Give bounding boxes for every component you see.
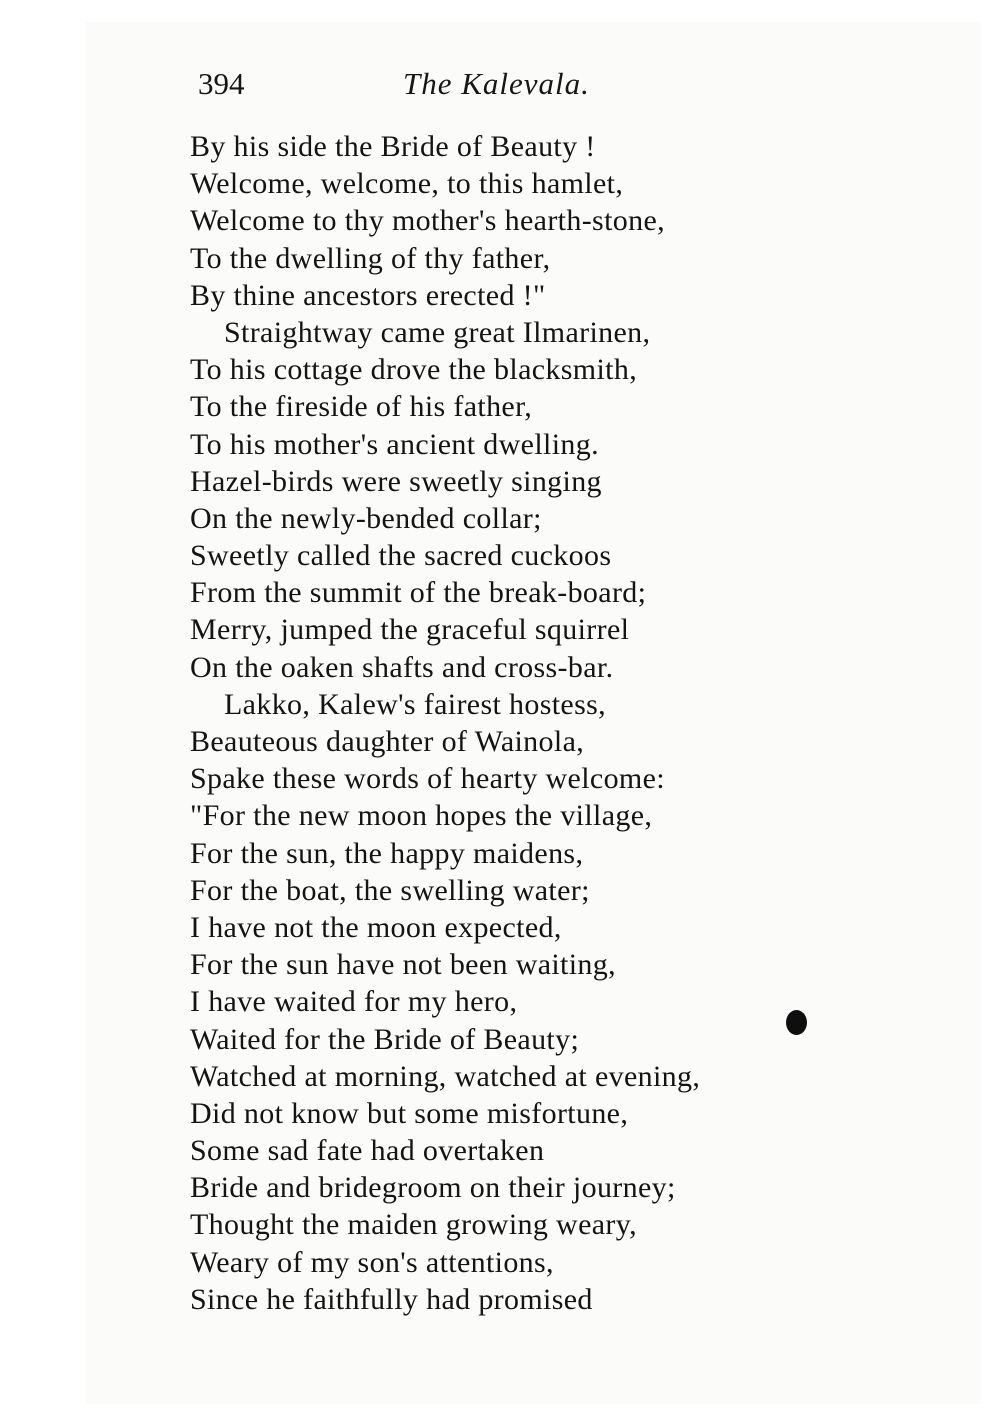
poem-line: I have waited for my hero, [190, 985, 518, 1019]
poem-line: Merry, jumped the graceful squirrel [190, 613, 630, 647]
poem-line: Spake these words of hearty welcome: [190, 762, 665, 796]
poem-line: For the sun have not been waiting, [190, 948, 616, 982]
poem-line: Welcome, welcome, to this hamlet, [190, 167, 624, 201]
poem-line: Lakko, Kalew's fairest hostess, [224, 687, 606, 721]
poem-line: I have not the moon expected, [190, 910, 562, 944]
poem-line: On the newly-bended collar; [190, 501, 542, 535]
poem-line: Did not know but some misfortune, [190, 1096, 629, 1130]
poem-line: Sweetly called the sacred cuckoos [190, 539, 612, 573]
poem-line: To the dwelling of thy father, [190, 241, 551, 275]
poem-line: To the fireside of his father, [190, 390, 533, 424]
poem-line: To his mother's ancient dwelling. [190, 427, 599, 461]
poem-text [190, 128, 790, 1318]
poem-line: Straightway came great Ilmarinen, [224, 315, 651, 349]
poem-line: Weary of my son's attentions, [190, 1245, 554, 1279]
poem-line: Since he faithfully had promised [190, 1282, 593, 1316]
poem-line: "For the new moon hopes the village, [190, 799, 653, 833]
poem-line: For the boat, the swelling water; [190, 873, 590, 907]
book-title: The Kalevala. [403, 66, 590, 101]
ink-dot-mark [786, 1010, 807, 1035]
poem-line: On the oaken shafts and cross-bar. [190, 650, 614, 684]
poem-line: Some sad fate had overtaken [190, 1134, 545, 1168]
poem-line: Hazel-birds were sweetly singing [190, 464, 602, 498]
poem-line: Waited for the Bride of Beauty; [190, 1022, 580, 1056]
poem-line: For the sun, the happy maidens, [190, 836, 584, 870]
poem-line: Thought the maiden growing weary, [190, 1208, 637, 1242]
poem-line: Watched at morning, watched at evening, [190, 1059, 701, 1093]
poem-line: From the summit of the break-board; [190, 576, 647, 610]
running-head [0, 64, 1000, 104]
poem-line: By thine ancestors erected !" [190, 278, 546, 312]
poem-line: Beauteous daughter of Wainola, [190, 725, 585, 758]
poem-line: By his side the Bride of Beauty ! [190, 130, 596, 163]
poem-line: To his cottage drove the blacksmith, [190, 353, 638, 387]
poem-line: Bride and bridegroom on their journey; [190, 1171, 676, 1205]
poem-line: Welcome to thy mother's hearth-stone, [190, 204, 665, 238]
page-number: 394 [198, 66, 245, 101]
